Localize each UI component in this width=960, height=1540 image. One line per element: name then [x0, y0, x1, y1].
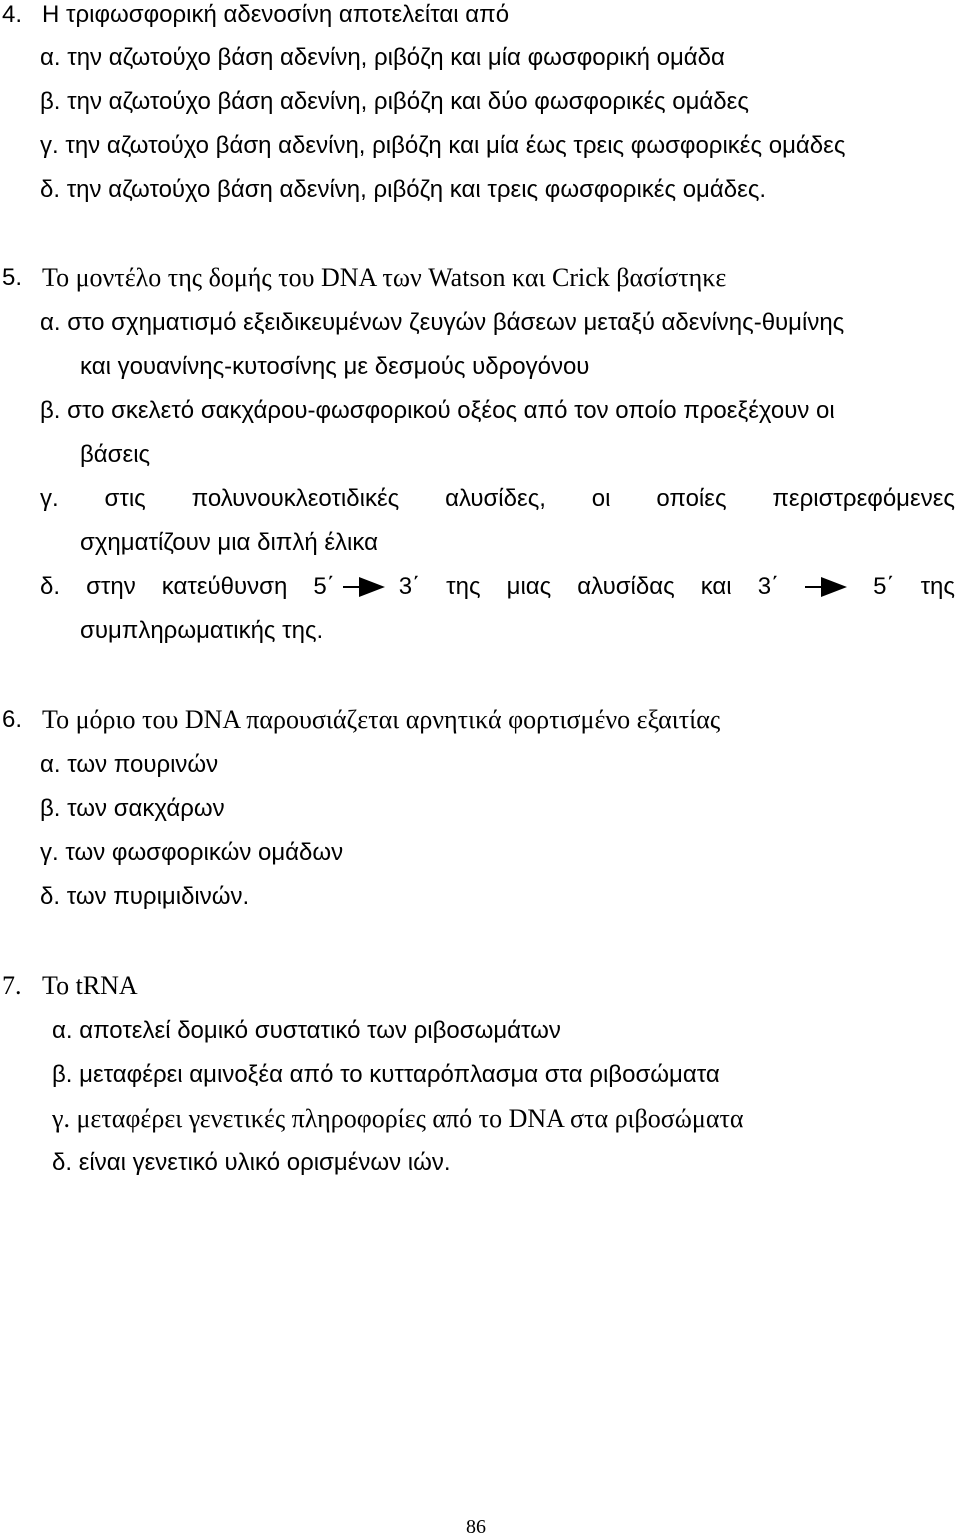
question-6-number: 6.	[2, 706, 23, 733]
question-5-option-d-line2: συμπληρωματικής της.	[80, 617, 324, 644]
direction-3-to-5	[805, 577, 847, 597]
question-5-option-b-line1: β. στο σκελετό σακχάρου-φωσφορικού οξέος από τον οποίο προεξέχουν οι	[40, 397, 835, 424]
question-6-option-c: γ. των φωσφορικών ομάδων	[40, 839, 344, 866]
question-7-option-c: γ. μεταφέρει γενετικές πληροφορίες από το DNA στα ριβοσώματα	[52, 1104, 744, 1133]
question-5-option-c-line1	[40, 484, 955, 514]
question-4-option-c: γ. την αζωτούχο βάση αδενίνη, ριβόζη και μία έως τρεις φωσφορικές ομάδες	[40, 132, 846, 159]
question-7-number: 7.	[2, 971, 22, 1000]
question-4-number: 4.	[2, 1, 23, 28]
option-d-word: της	[920, 573, 955, 600]
question-5-option-d-line1	[40, 572, 955, 602]
direction-5-to-3	[313, 572, 420, 602]
option-d-word: 3΄	[398, 573, 421, 600]
question-5-option-c-line2: σχηματίζουν μια διπλή έλικα	[80, 529, 378, 556]
option-c-word: πολυνουκλεοτιδικές	[191, 485, 400, 512]
option-d-word: δ.	[40, 573, 61, 600]
option-c-word: στις	[104, 485, 146, 512]
option-c-word: οποίες	[656, 485, 727, 512]
question-6-stem: Το μόριο του DNA παρουσιάζεται αρνητικά φορτισμένο εξαιτίας	[42, 705, 721, 734]
option-d-word: και	[700, 573, 732, 600]
page-number: 86	[466, 1516, 486, 1538]
question-5-option-a-line2: και γουανίνης-κυτοσίνης με δεσμούς υδρογόνου	[80, 353, 590, 380]
question-5-number: 5.	[2, 264, 23, 291]
option-d-word: 5΄	[313, 573, 335, 600]
option-d-word: μιας	[506, 573, 552, 600]
right-arrow-icon	[821, 577, 847, 597]
option-d-word: της	[446, 573, 481, 600]
question-5-option-a-line1: α. στο σχηματισμό εξειδικευμένων ζευγών βάσεων μεταξύ αδενίνης-θυμίνης	[40, 309, 845, 336]
question-4-option-a: α. την αζωτούχο βάση αδενίνη, ριβόζη και μία φωσφορική ομάδα	[40, 44, 725, 71]
option-d-word: κατεύθυνση	[161, 573, 288, 600]
question-6-option-b: β. των σακχάρων	[40, 795, 225, 822]
right-arrow-icon	[359, 577, 385, 597]
question-6-option-a: α. των πουρινών	[40, 751, 219, 778]
question-7-option-d: δ. είναι γενετικό υλικό ορισμένων ιών.	[52, 1149, 451, 1176]
question-7-option-b: β. μεταφέρει αμινοξέα από το κυτταρόπλασμα στα ριβοσώματα	[52, 1061, 720, 1088]
question-5-option-b-line2: βάσεις	[80, 441, 151, 468]
question-6-option-d: δ. των πυριμιδινών.	[40, 883, 250, 910]
question-4-option-d: δ. την αζωτούχο βάση αδενίνη, ριβόζη και τρεις φωσφορικές ομάδες.	[40, 176, 767, 203]
question-4-option-b: β. την αζωτούχο βάση αδενίνη, ριβόζη και δύο φωσφορικές ομάδες	[40, 88, 749, 115]
option-c-word: οι	[591, 485, 611, 512]
option-c-word: περιστρεφόμενες	[772, 485, 955, 512]
question-5-stem: Το μοντέλο της δομής του DNA των Watson και Crick βασίστηκε	[42, 263, 727, 292]
question-7-option-a: α. αποτελεί δομικό συστατικό των ριβοσωμάτων	[52, 1017, 561, 1044]
option-d-word: 5΄	[873, 573, 895, 600]
option-d-word: στην	[86, 573, 136, 600]
option-c-word: αλυσίδες,	[445, 485, 546, 512]
option-d-word: 3΄	[757, 573, 780, 600]
question-7-stem: Το tRNA	[42, 971, 138, 1000]
option-d-word: αλυσίδας	[577, 573, 675, 600]
option-c-word: γ.	[40, 485, 59, 512]
question-4-stem: Η τριφωσφορική αδενοσίνη αποτελείται από	[42, 1, 510, 28]
